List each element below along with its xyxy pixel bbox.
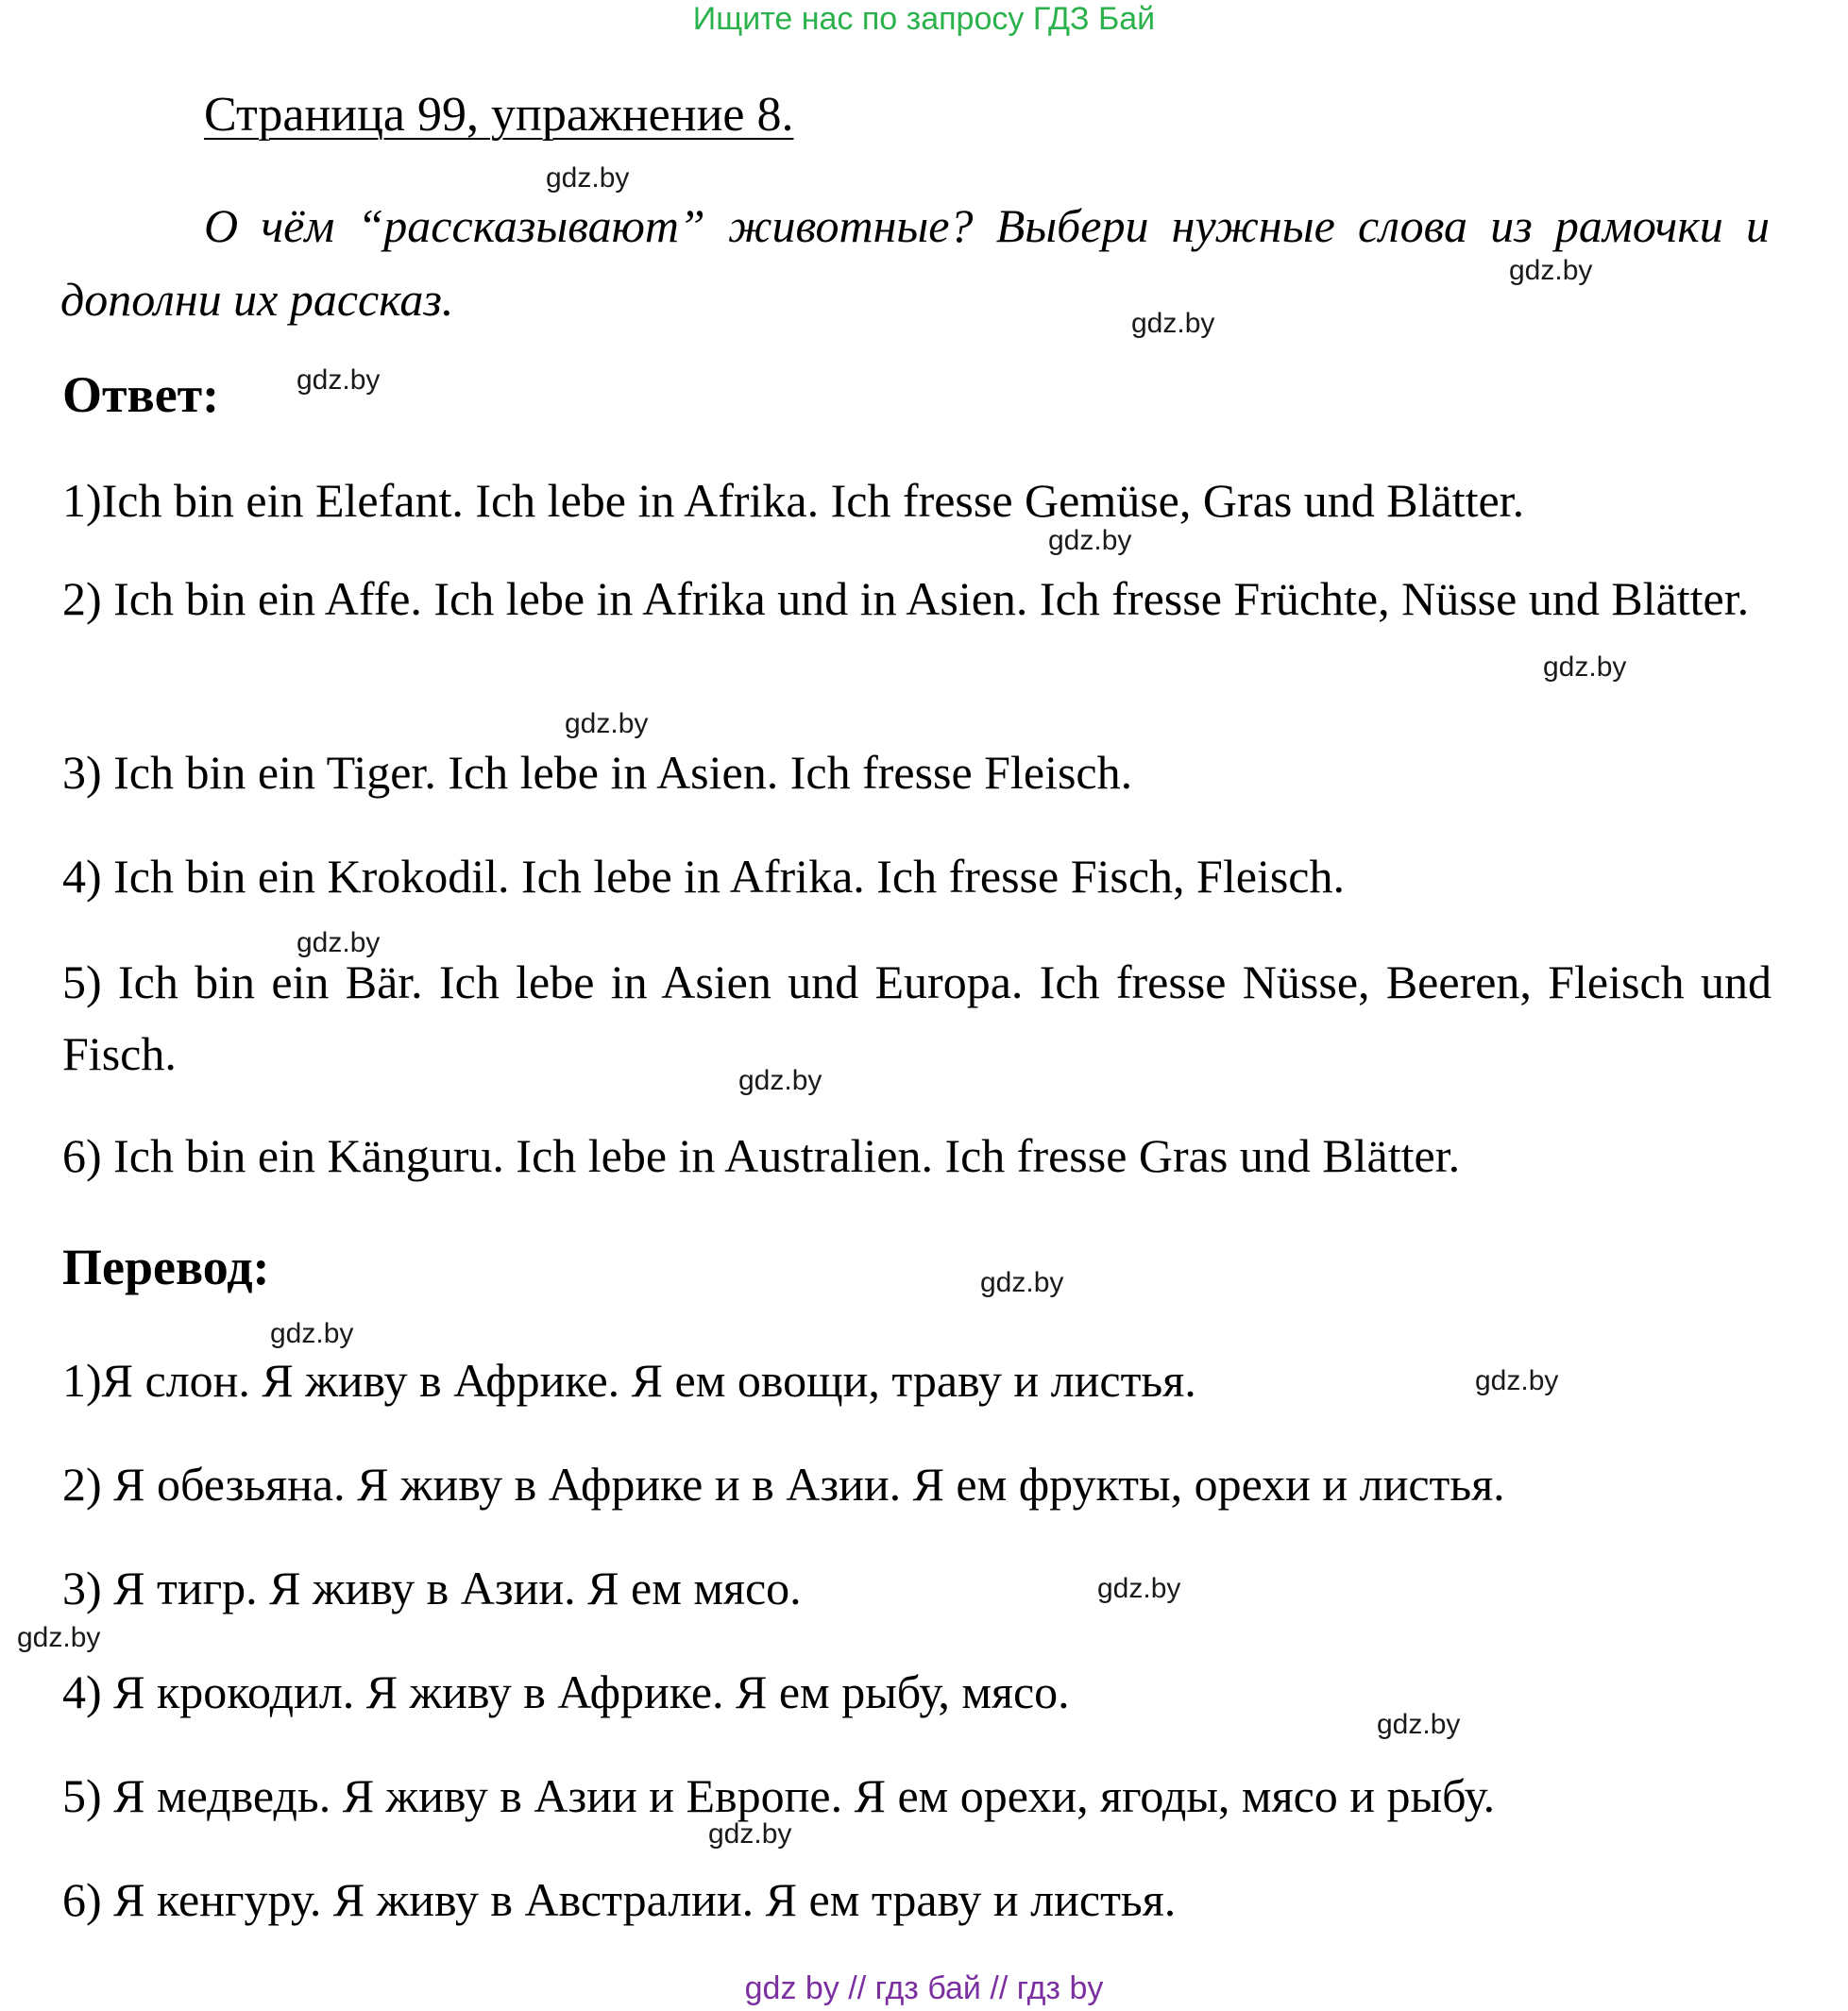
watermark: gdz.by — [738, 1065, 822, 1096]
answer-5: 5) Ich bin ein Bär. Ich lebe in Asien und Europa. Ich fresse Nüsse, Beeren, Fleisch und Fisch. — [62, 955, 1772, 1080]
answer-4: 4) Ich bin ein Krokodil. Ich lebe in Afrika. Ich fresse Fisch, Fleisch. — [62, 850, 1345, 903]
task-text: О чём “рассказывают” животные? Выбери нужные слова из рамочки и дополни их рассказ. — [60, 199, 1770, 326]
watermark: gdz.by — [1048, 525, 1132, 556]
page-title: Страница 99, упражнение 8. — [204, 88, 794, 142]
watermark: gdz.by — [1097, 1573, 1181, 1604]
watermark: gdz.by — [565, 708, 649, 739]
watermark: gdz.by — [546, 162, 630, 194]
watermark: gdz.by — [1475, 1365, 1559, 1396]
watermark: gdz.by — [708, 1818, 792, 1850]
watermark: gdz.by — [17, 1622, 101, 1653]
translation-heading: Перевод: — [62, 1239, 270, 1295]
translation-5: 5) Я медведь. Я живу в Азии и Европе. Я ем орехи, ягоды, мясо и рыбу. — [62, 1769, 1496, 1822]
answer-heading: Ответ: — [62, 366, 220, 423]
answer-1: 1)Ich bin ein Elefant. Ich lebe in Afrika. Ich fresse Gemüse, Gras und Blätter. — [62, 474, 1525, 527]
watermark: gdz.by — [297, 364, 381, 396]
translation-2: 2) Я обезьяна. Я живу в Африке и в Азии. Я ем фрукты, орехи и листья. — [62, 1458, 1505, 1511]
translation-1: 1)Я слон. Я живу в Африке. Я ем овощи, траву и листья. — [62, 1354, 1196, 1407]
watermark: gdz.by — [1509, 255, 1593, 286]
watermark: gdz.by — [1377, 1709, 1461, 1740]
translation-4: 4) Я крокодил. Я живу в Африке. Я ем рыбу, мясо. — [62, 1665, 1070, 1718]
watermark: gdz.by — [980, 1267, 1064, 1298]
answer-3: 3) Ich bin ein Tiger. Ich lebe in Asien. Ich fresse Fleisch. — [62, 746, 1133, 799]
watermark: gdz.by — [1543, 651, 1627, 683]
answer-2: 2) Ich bin ein Affe. Ich lebe in Afrika und in Asien. Ich fresse Früchte, Nüsse und Blätter. — [62, 572, 1750, 625]
watermark: gdz.by — [270, 1318, 354, 1349]
top-banner: Ищите нас по запросу ГДЗ Бай — [692, 1, 1156, 37]
footer: gdz by // гдз бай // гдз by — [744, 1970, 1104, 2006]
translation-3: 3) Я тигр. Я живу в Азии. Я ем мясо. — [62, 1562, 802, 1614]
watermark: gdz.by — [1131, 308, 1215, 339]
answer-6: 6) Ich bin ein Känguru. Ich lebe in Australien. Ich fresse Gras und Blätter. — [62, 1129, 1461, 1182]
translation-6: 6) Я кенгуру. Я живу в Австралии. Я ем траву и листья. — [62, 1873, 1177, 1926]
watermark: gdz.by — [297, 927, 381, 958]
